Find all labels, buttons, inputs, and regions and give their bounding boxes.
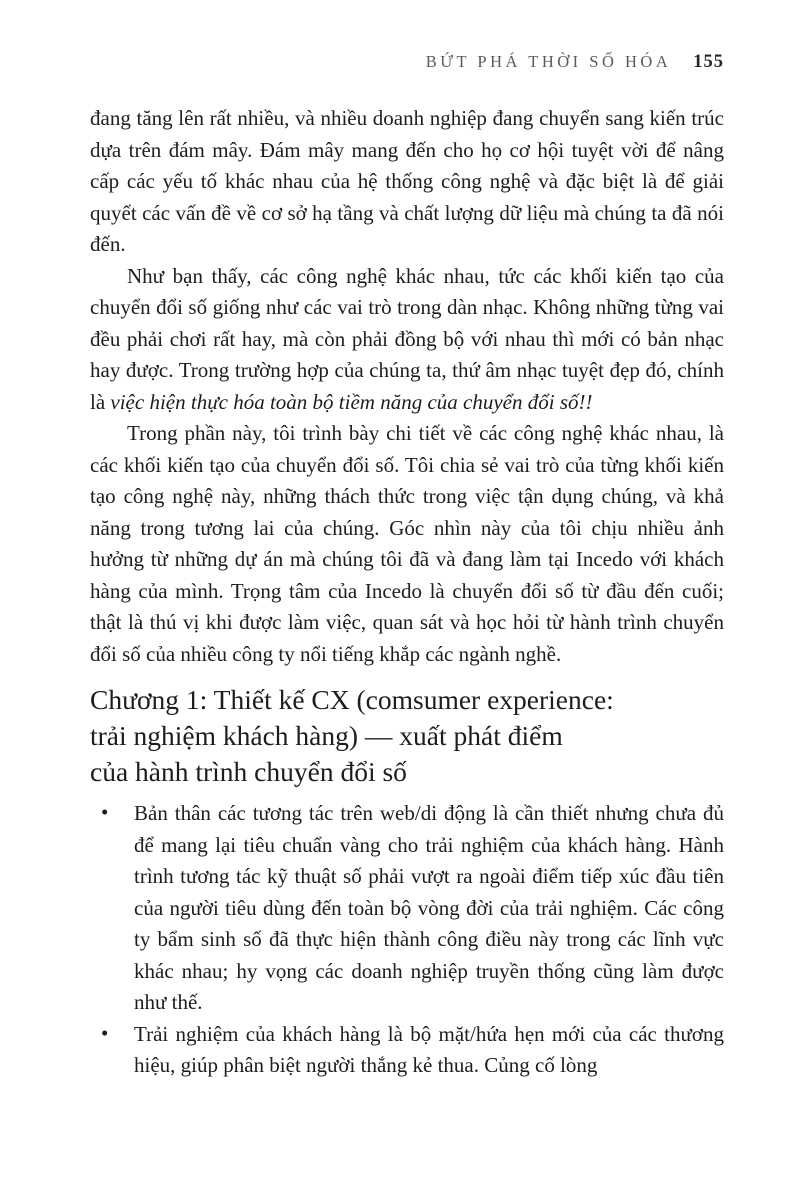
page-content [90, 103, 724, 1082]
bullet-icon: • [101, 1020, 109, 1045]
paragraph-regular-text: Như bạn thấy, các công nghệ khác nhau, tức các khối kiến tạo của chuyển đổi số giống như các vai trò trong dàn nhạc. Không những từng vai đều phải chơi rất hay, mà còn phải đồng bộ với nhau thì mới có bản nhạc hay được. Trong trường hợp của chúng ta, thứ âm nhạc tuyệt đẹp đó, chính là [90, 263, 724, 414]
chapter-heading [90, 682, 724, 790]
chapter-heading-line-3: của hành trình chuyển đổi số [90, 756, 407, 787]
bullet-item-cx-interactions [90, 798, 724, 1019]
running-title: BỨT PHÁ THỜI SỐ HÓA [425, 52, 672, 71]
page-number: 155 [693, 52, 724, 72]
chapter-heading-line-1: Chương 1: Thiết kế CX (comsumer experience: [90, 684, 614, 715]
bullet-list [90, 798, 724, 1082]
paragraph-orchestra-metaphor [90, 261, 724, 419]
paragraph-italic-text: việc hiện thực hóa toàn bộ tiềm năng của chuyển đổi số!! [110, 389, 593, 414]
chapter-heading-line-2: trải nghiệm khách hàng) — xuất phát điểm [90, 720, 563, 751]
paragraph-section-intro: Trong phần này, tôi trình bày chi tiết về các công nghệ khác nhau, là các khối kiến tạo của chuyển đổi số. Tôi chia sẻ vai trò của từng khối kiến tạo công nghệ này, những thách thức trong việc tận dụng chúng, và khả năng trong tương lai của chúng. Góc nhìn này của tôi chịu nhiều ảnh hưởng từ những dự án mà chúng tôi đã và đang làm tại Incedo với khách hàng của mình. Trọng tâm của Incedo là chuyển đổi số từ đầu đến cuối; thật là thú vị khi được làm việc, quan sát và học hỏi từ hành trình chuyển đổi số của nhiều công ty nổi tiếng khắp các ngành nghề. [90, 421, 724, 666]
running-header [90, 52, 724, 73]
bullet-icon: • [101, 800, 109, 824]
paragraph-continuation: đang tăng lên rất nhiều, và nhiều doanh nghiệp đang chuyển sang kiến trúc dựa trên đám mây. Đám mây mang đến cho họ cơ hội tuyệt vời để nâng cấp các yếu tố khác nhau của hệ thống công nghệ và đặc biệt là để giải quyết các vấn đề về cơ sở hạ tầng và chất lượng dữ liệu mà chúng ta đã nói đến. [90, 106, 724, 256]
bullet-item-cx-brand-promise [90, 1019, 724, 1082]
bullet-text: Trải nghiệm của khách hàng là bộ mặt/hứa hẹn mới của các thương hiệu, giúp phân biệt người thắng kẻ thua. Củng cố lòng [134, 1021, 724, 1077]
bullet-text: Bản thân các tương tác trên web/di động là cần thiết nhưng chưa đủ để mang lại tiêu chuẩn vàng cho trải nghiệm của khách hàng. Hành trình tương tác kỹ thuật số phải vượt ra ngoài điểm tiếp xúc đầu tiên của người tiêu dùng đến toàn bộ vòng đời của trải nghiệm. Các công ty bẩm sinh số đã thực hiện thành công điều này trong các lĩnh vực khác nhau; hy vọng các doanh nghiệp truyền thống cũng làm được như thế. [134, 801, 724, 1014]
